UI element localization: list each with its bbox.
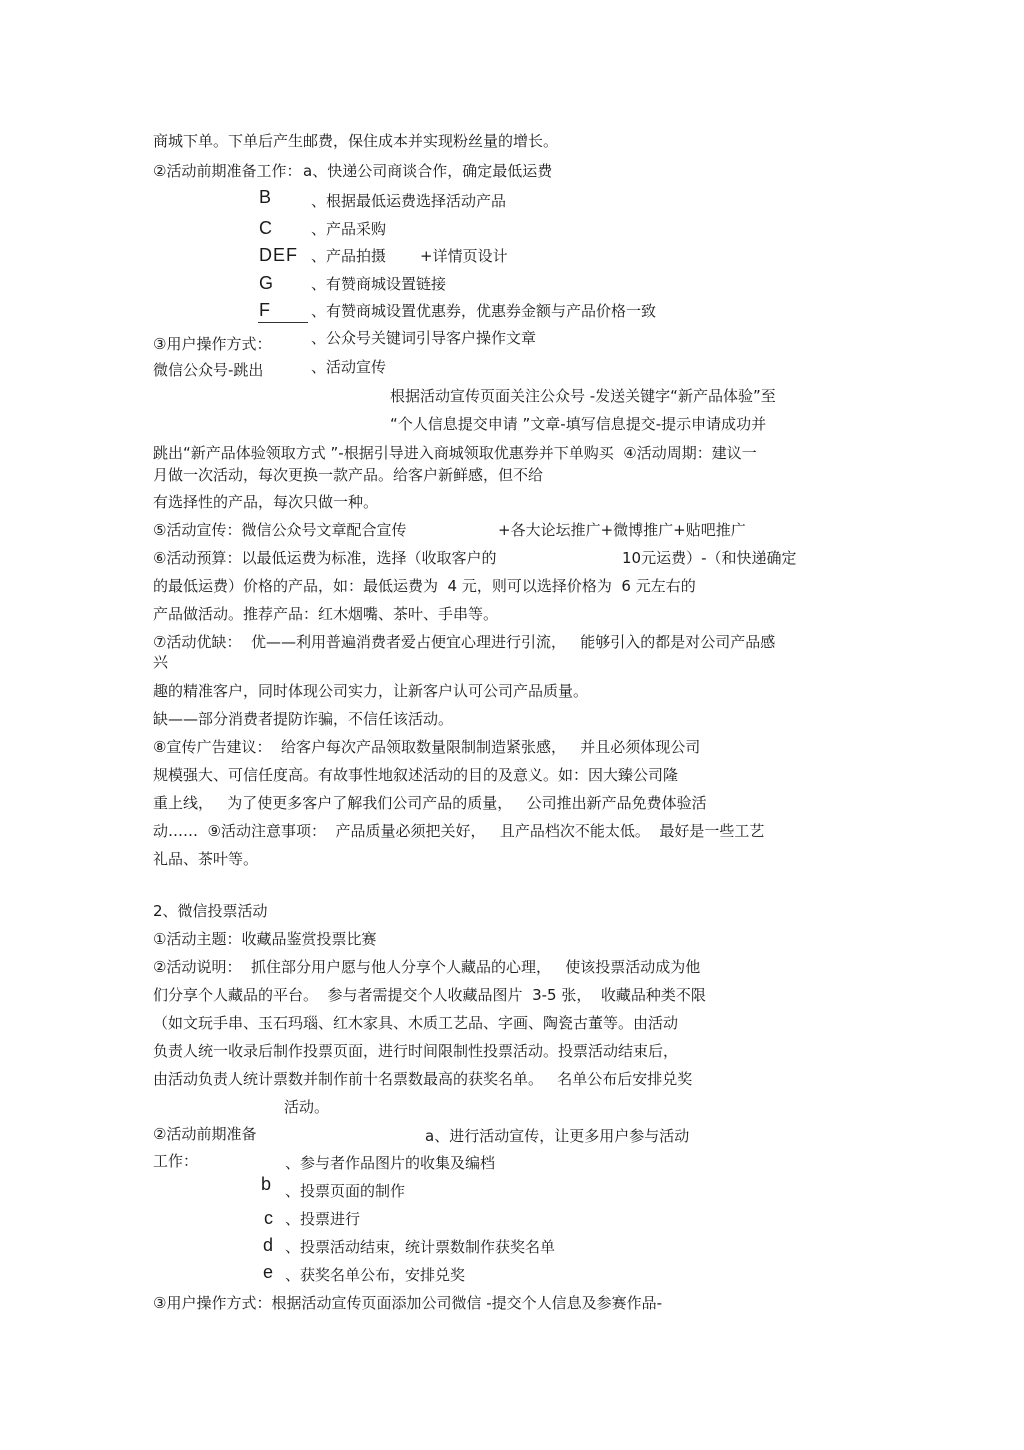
list-letter: C: [259, 218, 272, 238]
text-line: 、投票进行: [285, 1210, 361, 1228]
text-line: 由活动负责人统计票数并制作前十名票数最高的获奖名单。 名单公布后安排兑奖: [153, 1070, 693, 1088]
text-line: 、投票活动结束，统计票数制作获奖名单: [285, 1238, 556, 1256]
list-letter: DEF: [259, 245, 298, 265]
list-letter: B: [259, 187, 272, 207]
text-line: 们分享个人藏品的平台。 参与者需提交个人收藏品图片 3-5 张， 收藏品种类不限: [153, 986, 706, 1004]
text-line: 工作：: [153, 1152, 199, 1170]
text-line: +各大论坛推广+微博推广+贴吧推广: [498, 521, 746, 539]
text-line: 根据活动宣传页面关注公众号 -发送关键字“新产品体验”至: [390, 387, 776, 405]
text-line: 、产品采购: [311, 220, 387, 238]
text-line: ③用户操作方式：: [153, 335, 272, 353]
text-line: ③用户操作方式：根据活动宣传页面添加公司微信 -提交个人信息及参赛作品-: [153, 1294, 663, 1312]
list-letter: c: [264, 1208, 273, 1228]
text-line: 、产品拍摄: [311, 247, 387, 265]
text-line: 、有赞商城设置优惠券，优惠券金额与产品价格一致: [311, 302, 657, 320]
text-line: 产品做活动。推荐产品：红木烟嘴、茶叶、手串等。: [153, 605, 499, 623]
text-line: ⑤活动宣传：微信公众号文章配合宣传: [153, 521, 407, 539]
text-line: 、投票页面的制作: [285, 1182, 406, 1200]
text-line: a、进行活动宣传，让更多用户参与活动: [425, 1127, 690, 1145]
text-line: 跳出“新产品体验领取方式 ”-根据引导进入商城领取优惠券并下单购买 ④活动周期：建议一: [153, 444, 757, 462]
text-line: ②活动前期准备工作：: [153, 162, 302, 180]
list-letter: e: [263, 1262, 274, 1282]
text-line: 负责人统一收录后制作投票页面，进行时间限制性投票活动。投票活动结束后，: [153, 1042, 679, 1060]
text-line: 重上线， 为了使更多客户了解我们公司产品的质量， 公司推出新产品免费体验活: [153, 794, 707, 812]
text-line: ①活动主题：收藏品鉴赏投票比赛: [153, 930, 377, 948]
list-letter: d: [263, 1235, 274, 1255]
text-line: 兴: [153, 653, 169, 671]
text-line: 的最低运费）价格的产品，如：最低运费为 4 元，则可以选择价格为 6 元左右的: [153, 577, 696, 595]
text-line: ⑧宣传广告建议： 给客户每次产品领取数量限制制造紧张感， 并且必须体现公司: [153, 738, 701, 756]
text-line: 有选择性的产品，每次只做一种。: [153, 493, 379, 511]
list-letter: F: [259, 300, 270, 320]
text-line: 缺——部分消费者提防诈骗，不信任该活动。: [153, 710, 454, 728]
text-line: （如文玩手串、玉石玛瑙、红木家具、木质工艺品、字画、陶瓷古董等。由活动: [153, 1014, 679, 1032]
text-line: ⑥活动预算：以最低运费为标准，选择（收取客户的: [153, 549, 497, 567]
text-line: 月做一次活动，每次更换一款产品。给客户新鲜感，但不给: [153, 466, 544, 484]
text-line: 、根据最低运费选择活动产品: [311, 192, 507, 210]
text-line: 、有赞商城设置链接: [311, 275, 447, 293]
text-line: 微信公众号-跳出: [153, 361, 264, 379]
text-line: 动…… ⑨活动注意事项： 产品质量必须把关好， 且产品档次不能太低。 最好是一些工艺: [153, 822, 765, 840]
text-line: 、参与者作品图片的收集及编档: [285, 1154, 496, 1172]
text-line: ②活动说明： 抓住部分用户愿与他人分享个人藏品的心理， 使该投票活动成为他: [153, 958, 701, 976]
text-line: 活动。: [284, 1098, 330, 1116]
underline-rule: [258, 322, 308, 323]
text-line: 10元运费）-（和快递确定: [622, 549, 797, 567]
section-heading: 2、微信投票活动: [153, 902, 268, 920]
text-line: 、活动宣传: [311, 358, 387, 376]
list-letter: b: [261, 1174, 272, 1194]
text-line: 礼品、茶叶等。: [153, 850, 259, 868]
text-line: 商城下单。下单后产生邮费，保住成本并实现粉丝量的增长。: [153, 132, 559, 150]
text-line: +详情页设计: [420, 247, 508, 265]
text-line: ⑦活动优缺： 优——利用普遍消费者爱占便宜心理进行引流， 能够引入的都是对公司产品感: [153, 633, 776, 651]
text-line: a、快递公司商谈合作，确定最低运费: [303, 162, 553, 180]
text-line: “个人信息提交申请 ”文章-填写信息提交-提示申请成功并: [390, 415, 767, 433]
text-line: ②活动前期准备: [153, 1125, 257, 1143]
text-line: 规模强大、可信任度高。有故事性地叙述活动的目的及意义。如：因大臻公司隆: [153, 766, 679, 784]
text-line: 趣的精准客户，同时体现公司实力，让新客户认可公司产品质量。: [153, 682, 589, 700]
text-line: 、公众号关键词引导客户操作文章: [311, 329, 537, 347]
text-line: 、获奖名单公布，安排兑奖: [285, 1266, 466, 1284]
list-letter: G: [259, 273, 274, 293]
